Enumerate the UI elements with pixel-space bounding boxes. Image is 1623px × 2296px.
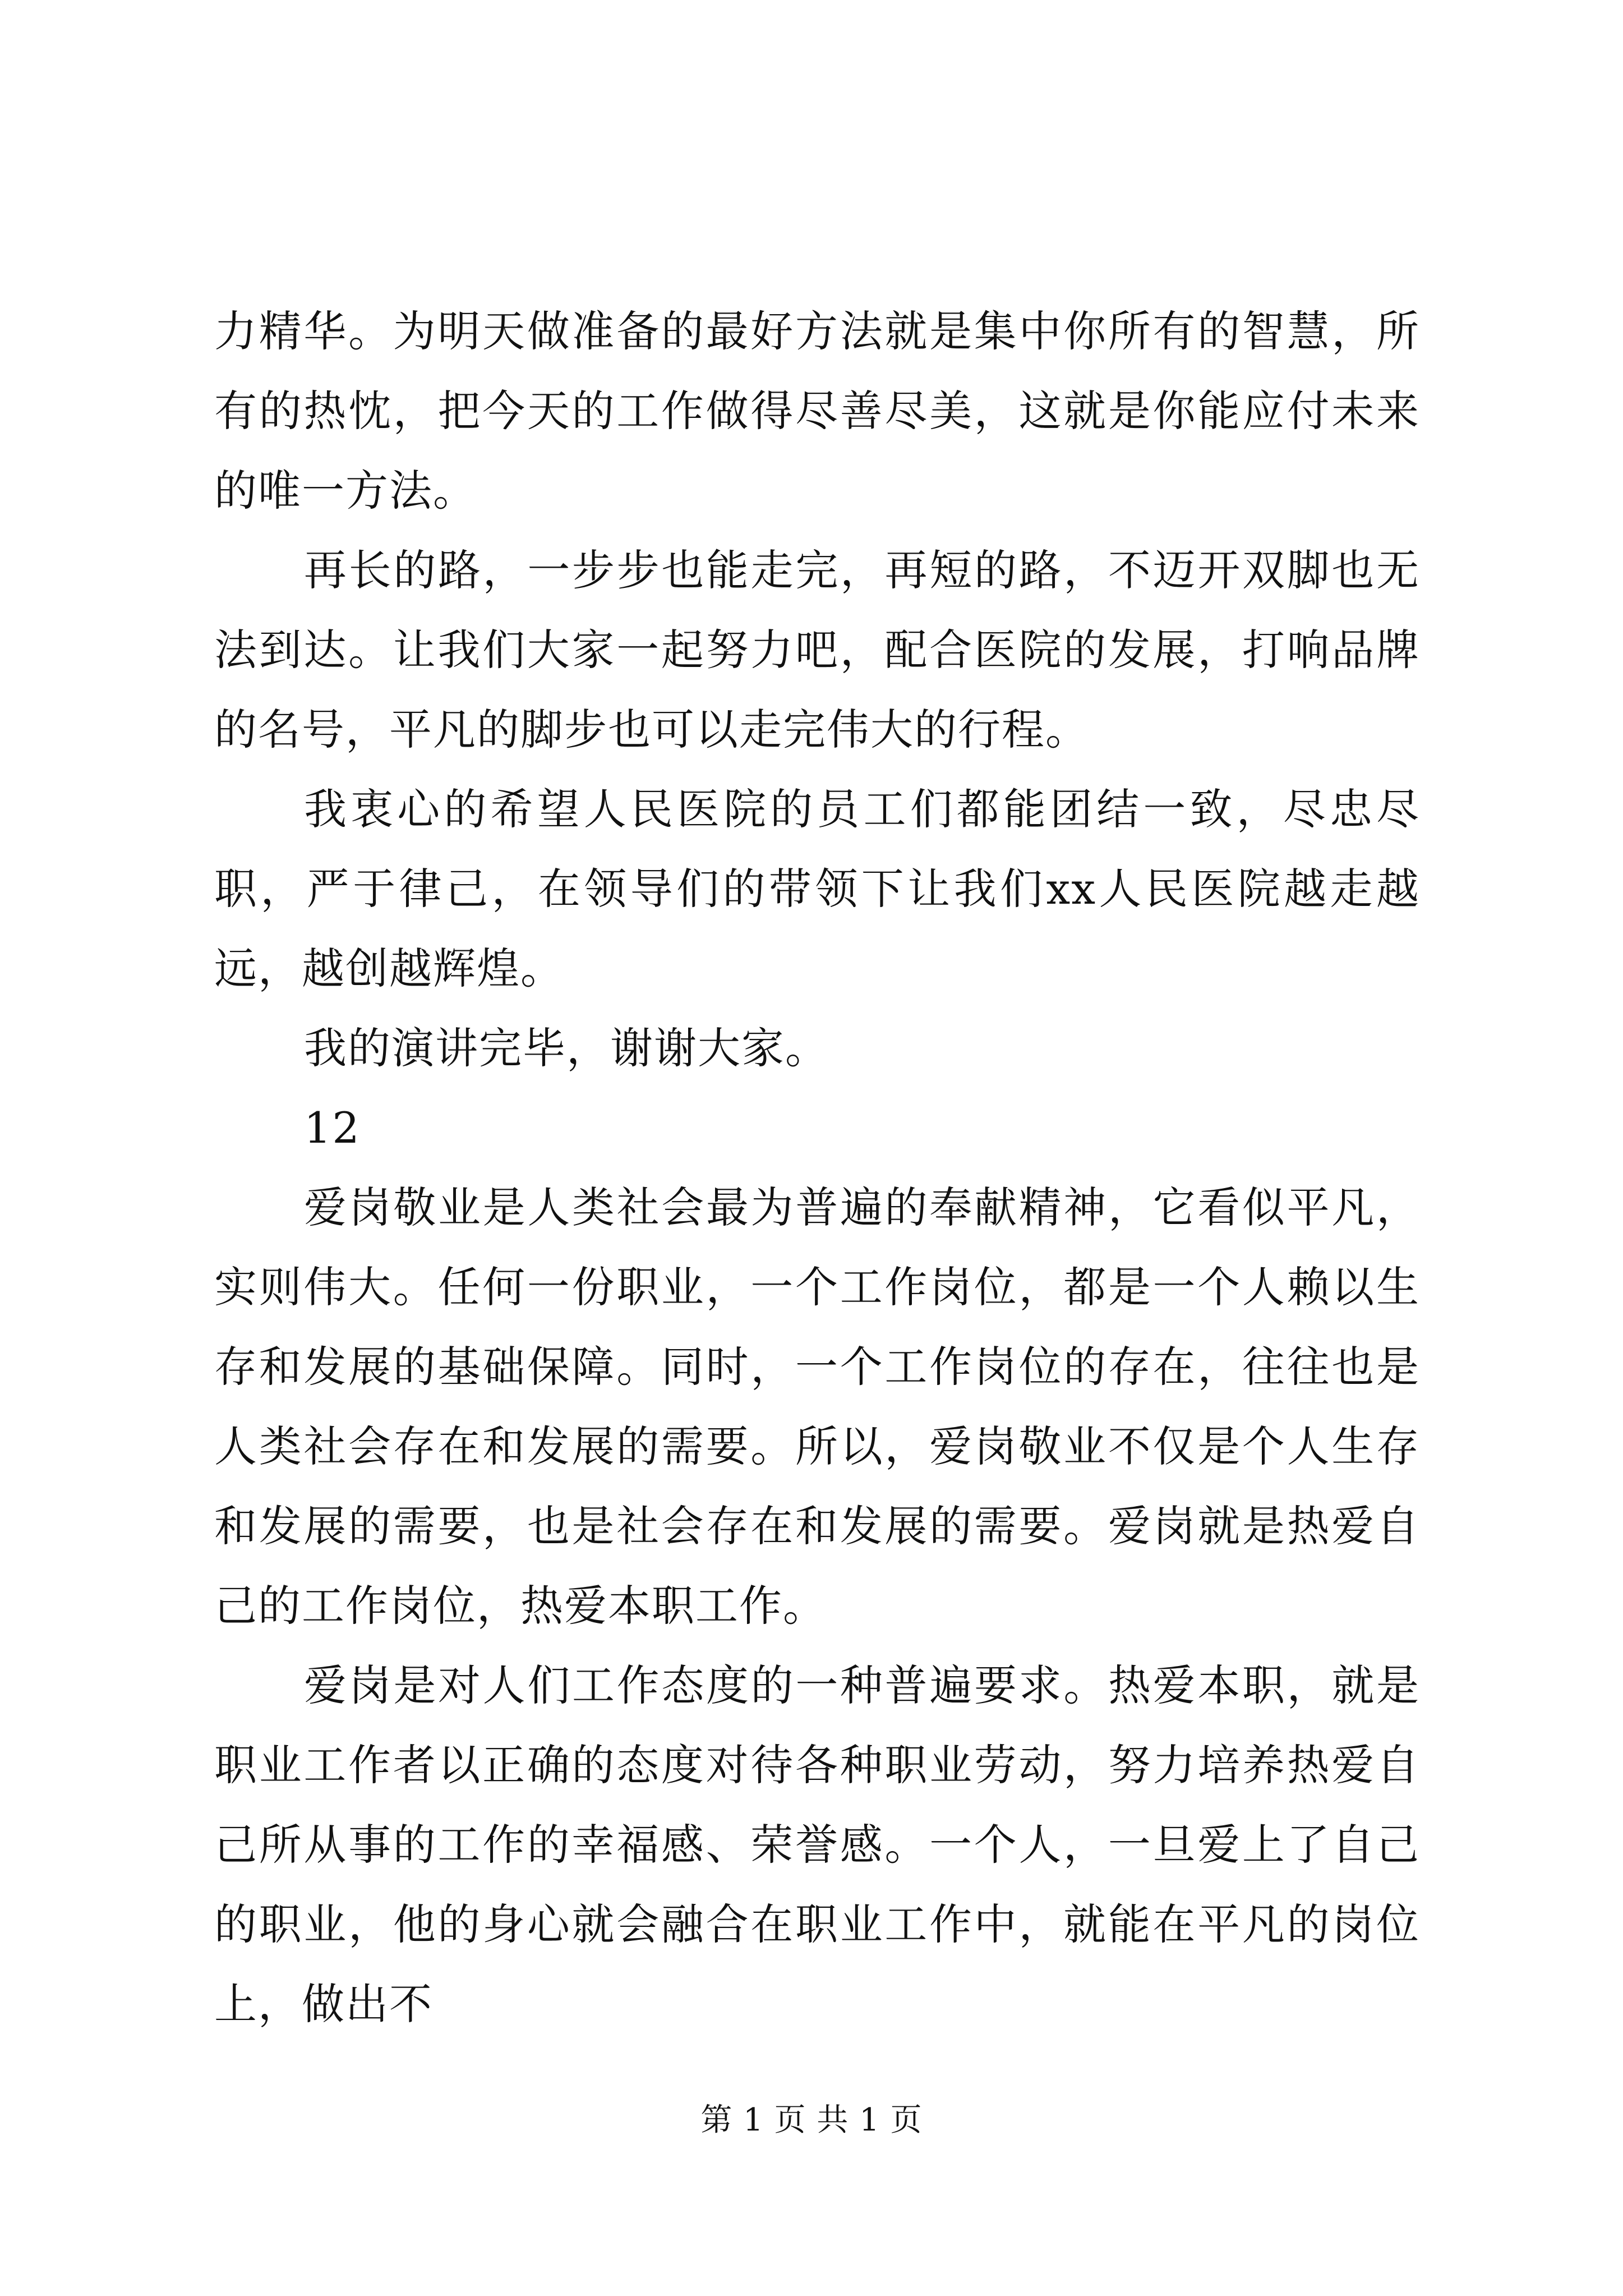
paragraph-closing: 我的演讲完毕，谢谢大家。 bbox=[304, 1023, 829, 1073]
paragraph-continuation: 力精华。为明天做准备的最好方法就是集中你所有的智慧，所有的热忱，把今天的工作做得尽善尽美，这就是你能应付未来的唯一方法。 bbox=[214, 306, 1420, 516]
paragraph-love-job: 爱岗是对人们工作态度的一种普遍要求。热爱本职，就是职业工作者以正确的态度对待各种职业劳动，努力培养热爱自己所从事的工作的幸福感、荣誉感。一个人，一旦爱上了自己的职业，他的身心就会融合在职业工作中，就能在平凡的岗位上，做出不 bbox=[214, 1660, 1420, 2029]
section-number: 12 bbox=[304, 1103, 361, 1153]
paragraph-hope: 我衷心的希望人民医院的员工们都能团结一致，尽忠尽职，严于律己，在领导们的带领下让我们xx人民医院越走越远，越创越辉煌。 bbox=[214, 784, 1420, 993]
paragraph-dedication: 爱岗敬业是人类社会最为普遍的奉献精神，它看似平凡，实则伟大。任何一份职业，一个工作岗位，都是一个人赖以生存和发展的基础保障。同时，一个工作岗位的存在，往往也是人类社会存在和发展的需要。所以，爱岗敬业不仅是个人生存和发展的需要，也是社会存在和发展的需要。爱岗就是热爱自己的工作岗位，热爱本职工作。 bbox=[214, 1182, 1420, 1631]
document-body bbox=[214, 292, 1420, 2044]
paragraph-long-road: 再长的路，一步步也能走完，再短的路，不迈开双脚也无法到达。让我们大家一起努力吧，配合医院的发展，打响品牌的名号，平凡的脚步也可以走完伟大的行程。 bbox=[214, 545, 1420, 754]
page-footer: 第 1 页 共 1 页 bbox=[700, 2102, 923, 2138]
